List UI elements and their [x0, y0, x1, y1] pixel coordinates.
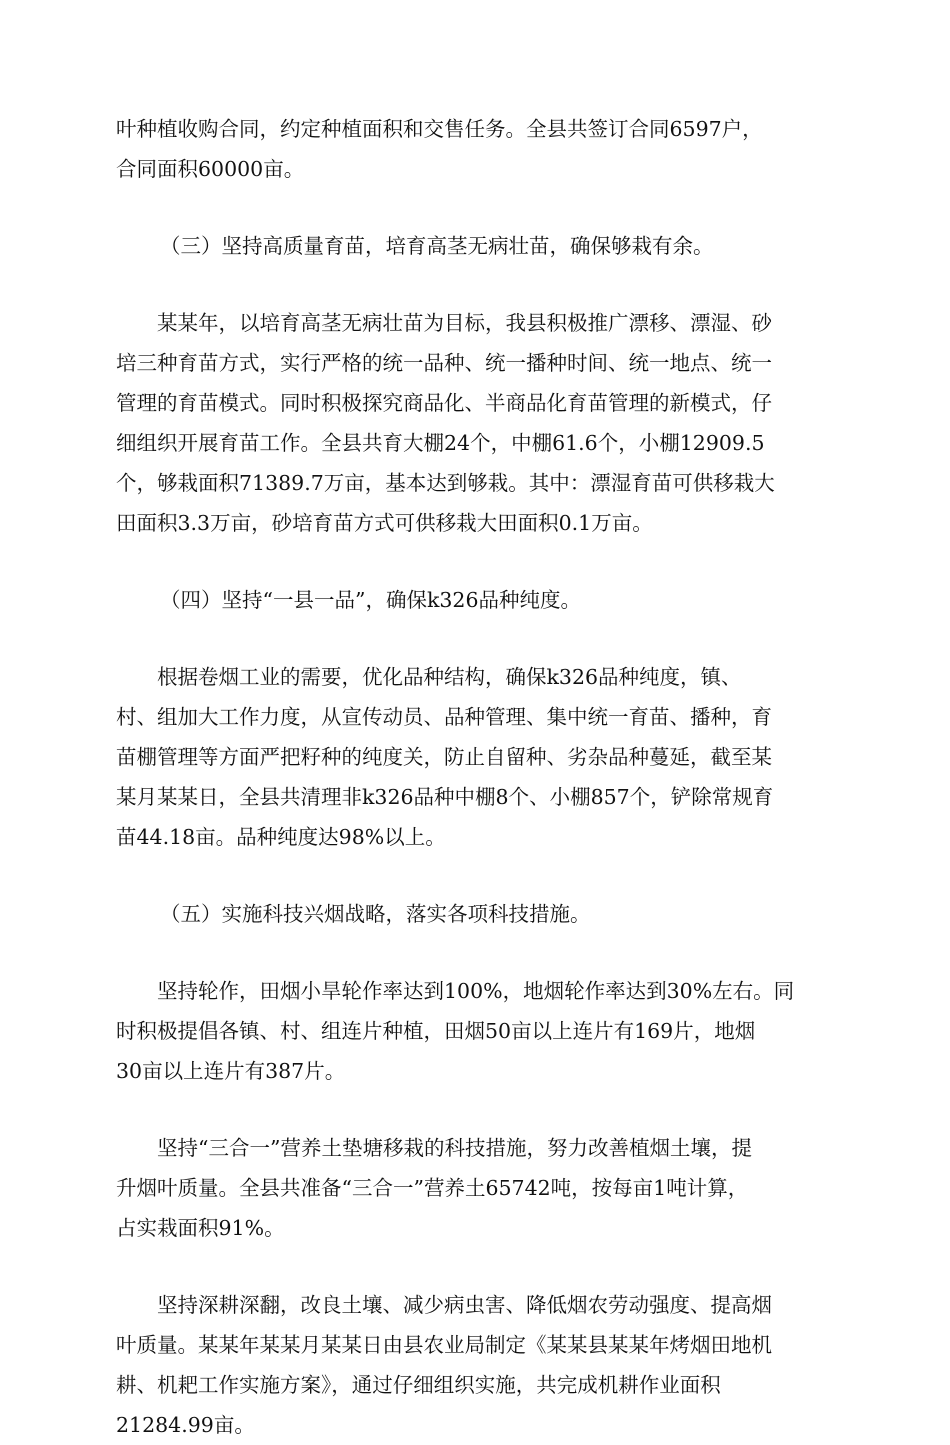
text-line: 合同面积60000亩。 [116, 157, 305, 181]
text-line: 耕、机耙工作实施方案》，通过仔细组织实施，共完成机耕作业面积 [116, 1373, 721, 1397]
paragraph-gap [116, 1248, 834, 1285]
paragraph-gap [116, 189, 834, 226]
text-line: 苗棚管理等方面严把籽种的纯度关，防止自留种、劣杂品种蔓延，截至某 [116, 745, 772, 769]
paragraph-gap [116, 543, 834, 580]
paragraph-variety-purity [116, 657, 834, 857]
paragraph-seedling [116, 303, 834, 543]
text-line: 某某年，以培育高茎无病壮苗为目标，我县积极推广漂移、漂湿、砂 [116, 311, 772, 335]
document-body [116, 109, 834, 1445]
text-line: 苗44.18亩。品种纯度达98%以上。 [116, 825, 446, 849]
paragraph-gap [116, 266, 834, 303]
text-line: 叶质量。某某年某某月某某日由县农业局制定《某某县某某年烤烟田地机 [116, 1333, 772, 1357]
text-line: 坚持深耕深翻，改良土壤、减少病虫害、降低烟农劳动强度、提高烟 [116, 1293, 772, 1317]
text-line: 管理的育苗模式。同时积极探究商品化、半商品化育苗管理的新模式，仔 [116, 391, 772, 415]
section-heading-4 [116, 580, 834, 620]
text-line: 个，够栽面积71389.7万亩，基本达到够栽。其中：漂湿育苗可供移栽大 [116, 471, 775, 495]
text-line: 田面积3.3万亩，砂培育苗方式可供移栽大田面积0.1万亩。 [116, 511, 653, 535]
paragraph-gap [116, 857, 834, 894]
text-line: 叶种植收购合同，约定种植面积和交售任务。全县共签订合同6597户， [116, 117, 763, 141]
text-line: 21284.99亩。 [116, 1413, 255, 1437]
paragraph-nutrient-soil [116, 1128, 834, 1248]
paragraph-gap [116, 934, 834, 971]
paragraph-gap [116, 1091, 834, 1128]
text-line: 村、组加大工作力度，从宣传动员、品种管理、集中统一育苗、播种，育 [116, 705, 772, 729]
text-line: 占实栽面积91%。 [116, 1216, 285, 1240]
text-line: 培三种育苗方式，实行严格的统一品种、统一播种时间、统一地点、统一 [116, 351, 772, 375]
text-line: 时积极提倡各镇、村、组连片种植，田烟50亩以上连片有169片，地烟 [116, 1019, 756, 1043]
text-line: 30亩以上连片有387片。 [116, 1059, 346, 1083]
heading-text: （四）坚持“一县一品”，确保k326品种纯度。 [160, 588, 582, 612]
paragraph-contract-summary [116, 109, 834, 189]
text-line: 坚持轮作，田烟小旱轮作率达到100%，地烟轮作率达到30%左右。同 [116, 979, 795, 1003]
paragraph-gap [116, 620, 834, 657]
text-line: 坚持“三合一”营养土垫塘移栽的科技措施，努力改善植烟土壤，提 [116, 1136, 752, 1160]
paragraph-deep-tillage [116, 1285, 834, 1445]
paragraph-crop-rotation [116, 971, 834, 1091]
section-heading-3 [116, 226, 834, 266]
heading-text: （五）实施科技兴烟战略，落实各项科技措施。 [160, 902, 591, 926]
text-line: 根据卷烟工业的需要，优化品种结构，确保k326品种纯度，镇、 [116, 665, 742, 689]
text-line: 升烟叶质量。全县共准备“三合一”营养土65742吨，按每亩1吨计算， [116, 1176, 749, 1200]
text-line: 某月某某日，全县共清理非k326品种中棚8个、小棚857个，铲除常规育 [116, 785, 774, 809]
heading-text: （三）坚持高质量育苗，培育高茎无病壮苗，确保够栽有余。 [160, 234, 714, 258]
section-heading-5 [116, 894, 834, 934]
text-line: 细组织开展育苗工作。全县共育大棚24个，中棚61.6个，小棚12909.5 [116, 431, 765, 455]
